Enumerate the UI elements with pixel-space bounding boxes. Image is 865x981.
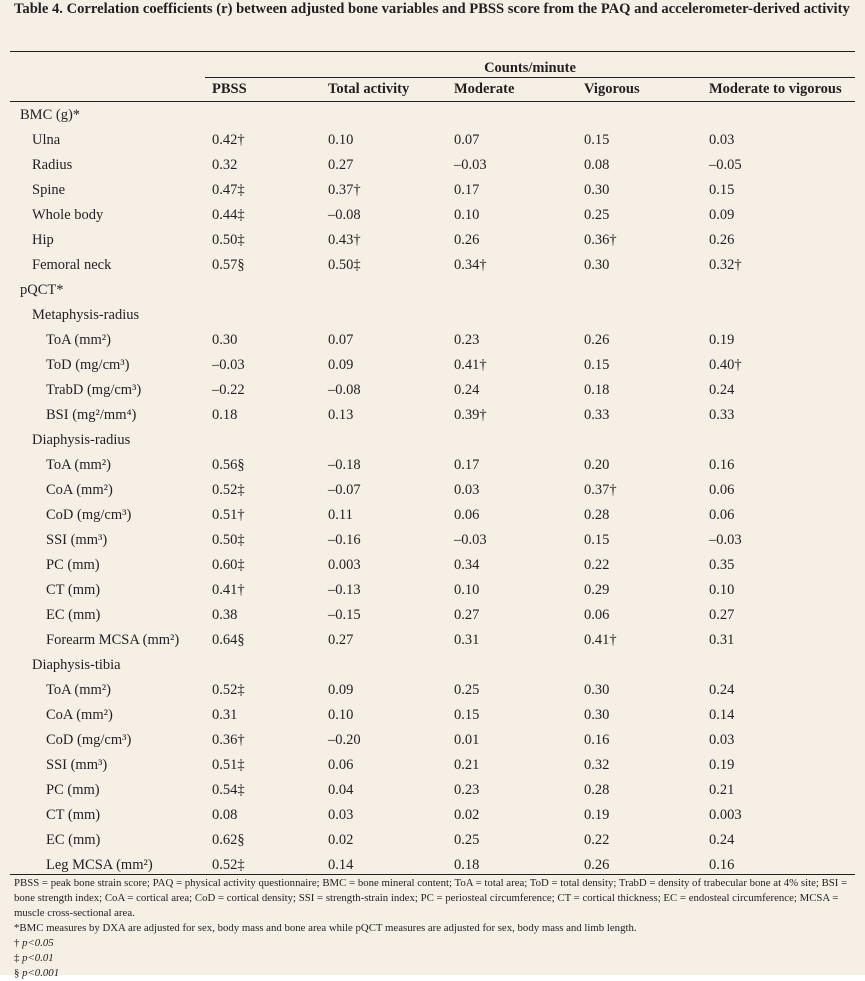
- table-cell: 0.06: [709, 507, 735, 523]
- table-cell: 0.15: [584, 532, 610, 548]
- footnote-threshold: p<0.05: [22, 937, 54, 949]
- footnote-symbol: †: [14, 937, 20, 949]
- table-cell: 0.003: [709, 807, 742, 823]
- row-label: ToA (mm²): [46, 332, 111, 348]
- group-rule: [205, 77, 855, 78]
- table-cell: –0.15: [328, 607, 361, 623]
- table-cell: 0.51†: [212, 507, 245, 523]
- table-cell: 0.30: [212, 332, 238, 348]
- footnote-sig-001: [14, 951, 859, 966]
- table-cell: 0.52‡: [212, 857, 245, 873]
- table-cell: –0.03: [454, 532, 487, 548]
- table-row: [0, 528, 865, 553]
- row-label: SSI (mm³): [46, 532, 108, 548]
- table-cell: 0.32†: [709, 257, 742, 273]
- row-label: Spine: [32, 182, 66, 198]
- table-row: [0, 778, 865, 803]
- table-cell: 0.02: [328, 832, 354, 848]
- table-cell: 0.23: [454, 782, 480, 798]
- table-title: Table 4. Correlation coefficients (r) between adjusted bone variables and PBSS score from the PAQ and accelerometer-derived activity: [14, 1, 850, 17]
- table-cell: 0.32: [584, 757, 610, 773]
- table-cell: 0.19: [584, 807, 610, 823]
- footnote-symbol: §: [14, 967, 20, 979]
- row-label: ToA (mm²): [46, 457, 111, 473]
- table-cell: 0.14: [709, 707, 735, 723]
- table-cell: 0.41†: [454, 357, 487, 373]
- table-cell: 0.10: [454, 582, 480, 598]
- table-cell: 0.50‡: [212, 532, 245, 548]
- table-cell: 0.18: [212, 407, 238, 423]
- table-cell: 0.50‡: [212, 232, 245, 248]
- table-cell: 0.54‡: [212, 782, 245, 798]
- table-row: [0, 803, 865, 828]
- table-cell: –0.03: [709, 532, 742, 548]
- table-cell: 0.09: [328, 682, 354, 698]
- table-cell: 0.31: [212, 707, 238, 723]
- row-label: TrabD (mg/cm³): [46, 382, 142, 398]
- table-row: [0, 253, 865, 278]
- table-row: [0, 453, 865, 478]
- table-cell: 0.09: [709, 207, 735, 223]
- table-cell: 0.31: [709, 632, 735, 648]
- table-cell: 0.16: [584, 732, 610, 748]
- table-cell: 0.23: [454, 332, 480, 348]
- table-cell: 0.30: [584, 707, 610, 723]
- row-label: pQCT*: [20, 282, 64, 298]
- table-row: [0, 153, 865, 178]
- table-cell: 0.03: [709, 732, 735, 748]
- row-label: PC (mm): [46, 782, 100, 798]
- table-cell: 0.27: [328, 632, 354, 648]
- header-rule: [10, 101, 855, 102]
- table-row: [0, 678, 865, 703]
- table-cell: 0.18: [584, 382, 610, 398]
- table-cell: 0.15: [709, 182, 735, 198]
- table-cell: 0.20: [584, 457, 610, 473]
- col-header-total-activity: Total activity: [328, 81, 410, 97]
- table-cell: 0.64§: [212, 632, 245, 648]
- table-cell: 0.28: [584, 507, 610, 523]
- table-cell: 0.11: [328, 507, 353, 523]
- col-header-moderate-to-vigorous: Moderate to vigorous: [709, 81, 842, 97]
- table-cell: 0.03: [709, 132, 735, 148]
- table-cell: 0.04: [328, 782, 354, 798]
- table-cell: 0.51‡: [212, 757, 245, 773]
- table-cell: –0.22: [212, 382, 245, 398]
- row-label: Radius: [32, 157, 73, 173]
- row-label: Femoral neck: [32, 257, 112, 273]
- table-cell: 0.24: [454, 382, 480, 398]
- table-cell: 0.39†: [454, 407, 487, 423]
- row-label: SSI (mm³): [46, 757, 108, 773]
- row-label: Whole body: [32, 207, 104, 223]
- row-label: Leg MCSA (mm²): [46, 857, 153, 873]
- table-cell: –0.07: [328, 482, 361, 498]
- col-header-pbss: PBSS: [212, 81, 247, 97]
- table-cell: 0.17: [454, 457, 480, 473]
- footnote-adjustment: *BMC measures by DXA are adjusted for sex, body mass and bone area while pQCT measures are adjusted for sex, body mass and limb length.: [14, 922, 637, 934]
- row-label: CoD (mg/cm³): [46, 507, 132, 523]
- table-cell: 0.41†: [212, 582, 245, 598]
- table-cell: 0.26: [584, 332, 610, 348]
- table-cell: 0.22: [584, 832, 610, 848]
- table-cell: 0.24: [709, 682, 735, 698]
- table-cell: –0.18: [328, 457, 361, 473]
- table-cell: 0.37†: [584, 482, 617, 498]
- table-cell: 0.13: [328, 407, 354, 423]
- table-cell: 0.35: [709, 557, 735, 573]
- table-cell: 0.62§: [212, 832, 245, 848]
- table-row: [0, 228, 865, 253]
- footnote-threshold: p<0.01: [22, 952, 54, 964]
- table-cell: 0.40†: [709, 357, 742, 373]
- table-row: [0, 328, 865, 353]
- table-cell: 0.06: [709, 482, 735, 498]
- table-cell: 0.43†: [328, 232, 361, 248]
- table-cell: 0.33: [709, 407, 735, 423]
- table-cell: 0.10: [328, 132, 354, 148]
- footnote-abbreviations: PBSS = peak bone strain score; PAQ = physical activity questionnaire; BMC = bone mineral content; ToA = total area; ToD = total density; TrabD = density of trabecular bone at 4% site; BSI = bone strength index; CoA = cortical area; CoD = cortical density; SSI = strength-strain index; PC = periosteal circumference; CT = cortical thickness; EC = endosteal circumference; MCSA = muscle cross-sectional area.: [14, 877, 848, 919]
- table-cell: 0.25: [454, 832, 480, 848]
- row-label: ToD (mg/cm³): [46, 357, 130, 373]
- table-cell: 0.14: [328, 857, 354, 873]
- table-cell: 0.34†: [454, 257, 487, 273]
- table-cell: –0.03: [454, 157, 487, 173]
- row-label: Metaphysis-radius: [32, 307, 140, 323]
- row-label: CT (mm): [46, 582, 101, 598]
- table-cell: 0.21: [454, 757, 480, 773]
- table-cell: 0.03: [328, 807, 354, 823]
- table-row: [0, 828, 865, 853]
- table-cell: 0.44‡: [212, 207, 245, 223]
- table-cell: 0.16: [709, 857, 735, 873]
- row-label: ToA (mm²): [46, 682, 111, 698]
- table-cell: 0.50‡: [328, 257, 361, 273]
- table-cell: 0.08: [584, 157, 610, 173]
- table-cell: 0.15: [584, 357, 610, 373]
- row-label: Ulna: [32, 132, 61, 148]
- table-cell: 0.26: [454, 232, 480, 248]
- table-cell: 0.08: [212, 807, 238, 823]
- table-cell: 0.42†: [212, 132, 245, 148]
- table-cell: 0.34: [454, 557, 480, 573]
- row-label: Diaphysis-radius: [32, 432, 131, 448]
- table-cell: –0.20: [328, 732, 361, 748]
- row-label: Diaphysis-tibia: [32, 657, 121, 673]
- table-cell: 0.37†: [328, 182, 361, 198]
- table-cell: 0.52‡: [212, 482, 245, 498]
- table-row: [0, 603, 865, 628]
- table-cell: 0.30: [584, 182, 610, 198]
- table-row: [0, 403, 865, 428]
- table-cell: 0.003: [328, 557, 361, 573]
- row-label: CoA (mm²): [46, 482, 113, 498]
- table-cell: –0.16: [328, 532, 361, 548]
- table-cell: 0.16: [709, 457, 735, 473]
- table-cell: 0.41†: [584, 632, 617, 648]
- footnote-threshold: p<0.001: [22, 967, 60, 979]
- col-header-vigorous: Vigorous: [584, 81, 640, 97]
- table-cell: –0.08: [328, 207, 361, 223]
- table-cell: 0.33: [584, 407, 610, 423]
- footnote-symbol: ‡: [14, 952, 20, 964]
- table-cell: 0.56§: [212, 457, 245, 473]
- table-cell: 0.07: [454, 132, 480, 148]
- table-cell: 0.26: [709, 232, 735, 248]
- table-cell: 0.32: [212, 157, 238, 173]
- table-cell: 0.15: [454, 707, 480, 723]
- table-row: [0, 728, 865, 753]
- table-cell: 0.06: [328, 757, 354, 773]
- table-cell: 0.36†: [584, 232, 617, 248]
- table-cell: 0.19: [709, 757, 735, 773]
- table-cell: 0.21: [709, 782, 735, 798]
- table-cell: 0.03: [454, 482, 480, 498]
- table-cell: 0.31: [454, 632, 480, 648]
- group-header: Counts/minute: [484, 60, 576, 76]
- row-label: CoD (mg/cm³): [46, 732, 132, 748]
- table-cell: 0.29: [584, 582, 610, 598]
- col-header-moderate: Moderate: [454, 81, 515, 97]
- table-row: [0, 628, 865, 653]
- table-cell: 0.27: [328, 157, 354, 173]
- table-cell: 0.09: [328, 357, 354, 373]
- footnote-sig-005: [14, 936, 859, 951]
- table-cell: 0.38: [212, 607, 238, 623]
- table-cell: 0.24: [709, 832, 735, 848]
- table-row: [0, 578, 865, 603]
- table-cell: 0.02: [454, 807, 480, 823]
- table-cell: 0.15: [584, 132, 610, 148]
- row-label: EC (mm): [46, 607, 101, 623]
- table-cell: –0.05: [709, 157, 742, 173]
- table-cell: 0.19: [709, 332, 735, 348]
- table-cell: –0.08: [328, 382, 361, 398]
- table-row: [0, 553, 865, 578]
- table-cell: –0.03: [212, 357, 245, 373]
- table-row: [0, 278, 865, 303]
- row-label: CT (mm): [46, 807, 101, 823]
- table-row: [0, 303, 865, 328]
- table-cell: 0.52‡: [212, 682, 245, 698]
- table-cell: 0.60‡: [212, 557, 245, 573]
- table-cell: 0.01: [454, 732, 480, 748]
- row-label: BSI (mg²/mm⁴): [46, 407, 137, 423]
- row-label: Forearm MCSA (mm²): [46, 632, 180, 648]
- table-cell: 0.27: [709, 607, 735, 623]
- table-cell: 0.17: [454, 182, 480, 198]
- table-row: [0, 703, 865, 728]
- table-row: [0, 103, 865, 128]
- row-label: EC (mm): [46, 832, 101, 848]
- table-cell: 0.25: [454, 682, 480, 698]
- row-label: Hip: [32, 232, 54, 248]
- table-cell: 0.24: [709, 382, 735, 398]
- table-cell: 0.36†: [212, 732, 245, 748]
- row-label: PC (mm): [46, 557, 100, 573]
- table-cell: 0.28: [584, 782, 610, 798]
- top-rule: [10, 51, 855, 52]
- row-label: CoA (mm²): [46, 707, 113, 723]
- table-cell: 0.27: [454, 607, 480, 623]
- table-row: [0, 428, 865, 453]
- table-cell: 0.57§: [212, 257, 245, 273]
- bottom-rule: [10, 874, 855, 875]
- table-cell: 0.10: [709, 582, 735, 598]
- table-row: [0, 753, 865, 778]
- table-cell: 0.26: [584, 857, 610, 873]
- table-row: [0, 178, 865, 203]
- table-cell: 0.18: [454, 857, 480, 873]
- table-cell: 0.22: [584, 557, 610, 573]
- table-row: [0, 128, 865, 153]
- table-row: [0, 378, 865, 403]
- table-cell: 0.06: [584, 607, 610, 623]
- table-cell: 0.25: [584, 207, 610, 223]
- footnotes: [14, 876, 859, 981]
- table-row: [0, 478, 865, 503]
- table-row: [0, 653, 865, 678]
- table-row: [0, 203, 865, 228]
- table-row: [0, 503, 865, 528]
- table-cell: 0.47‡: [212, 182, 245, 198]
- table-cell: –0.13: [328, 582, 361, 598]
- row-label: BMC (g)*: [20, 107, 81, 123]
- footnote-sig-0001: [14, 966, 859, 981]
- table-cell: 0.10: [454, 207, 480, 223]
- table-cell: 0.30: [584, 682, 610, 698]
- table-cell: 0.06: [454, 507, 480, 523]
- table-row: [0, 353, 865, 378]
- table-cell: 0.10: [328, 707, 354, 723]
- table-cell: 0.07: [328, 332, 354, 348]
- table-cell: 0.30: [584, 257, 610, 273]
